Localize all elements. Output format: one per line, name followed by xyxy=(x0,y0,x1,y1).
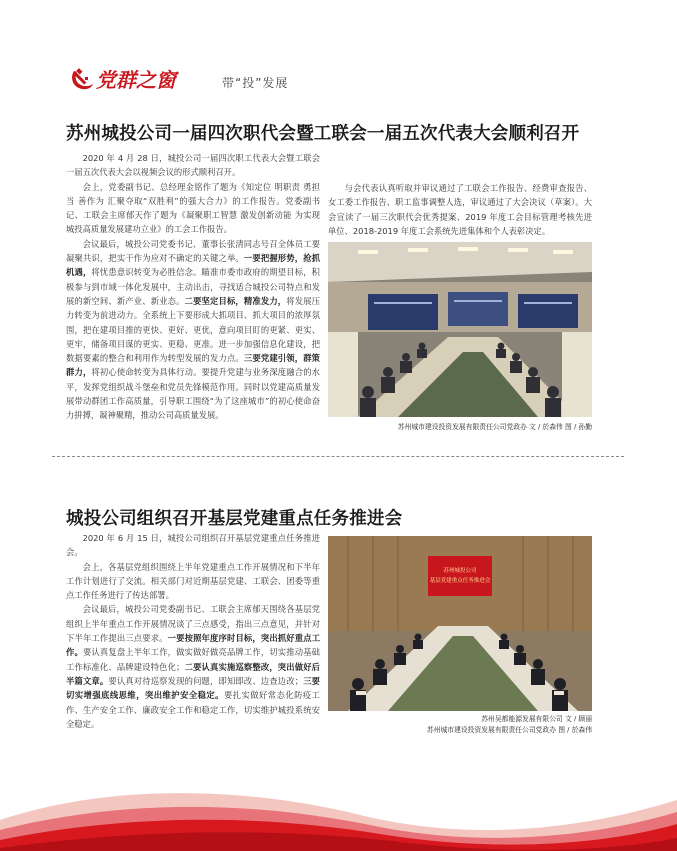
article2-point2: 二要认真实施巡察整改，突出做好后半篇文章。 xyxy=(66,661,320,686)
article2-para3-intro: 会议最后，城投公司党委副书记、工联会主席郁天围绕各基层党组织上半年重点工作开展情况谈了三点感受，指出三点意见，并针对下半年工作提出三点要求。 xyxy=(66,604,320,644)
article1-point1: 一要把握形势，抢抓机遇， xyxy=(66,253,320,278)
article1-column-left xyxy=(66,151,320,423)
article1-para2: 会上，党委副书记、总经理金铭作了题为《知定位 明职责 勇担当 善作为 汇聚夺取“双胜利”的强大合力》的工作报告。党委副书记、工联会主席郁天作了题为《凝聚职工智慧 激发创新动能 为实现城投高质量发展建功立业》的工会工作报告。 xyxy=(66,181,320,235)
article1-point2-text: 将发展压力转变为前进动力。全系统上下要形成大抓项目、抓大项目的浓厚氛围，把在建项目推的更快、更好、更优，意向项目盯的更紧、更实、更牢，储备项目谋的更实、更稳、更准。进一步加强信息化建设，把数据要素的整合和利用作为转型发展的发力点。 xyxy=(66,295,320,364)
screen-text-line1: 苏州城投公司 xyxy=(443,568,477,574)
footer-decoration xyxy=(0,760,677,851)
article2-point3: 三要切实增强底线思维，突出维护安全稳定。 xyxy=(66,675,320,701)
article2-title: 城投公司组织召开基层党建重点任务推进会 xyxy=(66,509,403,529)
article1-meeting-photo xyxy=(328,242,592,417)
logo-text: 党群之窗 xyxy=(96,68,176,92)
article1-para1: 2020 年 4 月 28 日，城投公司一届四次职工代表大会暨工联会一届五次代表大会以视频会议的形式顺利召开。 xyxy=(66,153,320,178)
article1-point3: 三要党建引领，群策群力， xyxy=(66,353,320,378)
article1-para3-intro: 会议最后，城投公司党委书记、董事长张清同志号召全体员工要凝聚共识，把实干作为应对不确定的关键之举。 xyxy=(66,238,320,264)
article1-point1-text: 将忧患意识转变为必胜信念。瞄准市委市政府的期望目标，积极参与到市域一体化发展中，主动出击，寻找适合城投公司特点和发展的新空间、新产业、新业态。 xyxy=(66,267,320,306)
article2-column-left xyxy=(66,531,320,731)
article1-point3-text: 将初心使命转变为具体行动。要提升党建与业务深度融合的水平，发挥党组织战斗堡垒和党员先锋模范作用。同时以党建高质量发展带动群团工作高质量，引导职工围绕“为了这座城市”的初心使命奋力拼搏，凝神聚精，推动公司高质量发展。 xyxy=(66,367,320,421)
hammer-sickle-icon xyxy=(72,68,93,89)
article2-para1: 2020 年 6 月 15 日，城投公司组织召开基层党建重点任务推进会。 xyxy=(66,533,320,558)
article1-column-right xyxy=(328,151,592,238)
article1-para3 xyxy=(66,237,320,423)
article2-para3 xyxy=(66,602,320,731)
column-tag: 带“投”发展 xyxy=(222,76,289,90)
column-logo xyxy=(68,65,210,93)
article2-point1-text: 要认真复盘上半年工作，做实做好做亮品牌工作，切实推动基础工作标准化、品牌建设特色化； xyxy=(66,647,320,672)
article2-meeting-photo xyxy=(328,536,592,711)
article2-point3-text: 要扎实做好常态化防疫工作、生产安全工作、廉政安全工作和稳定工作，切实维护城投系统安全稳定。 xyxy=(66,690,320,729)
article1-photo-caption: 苏州城市建设投资发展有限责任公司党政办 文 / 於森伟 图 / 孙勤 xyxy=(397,423,592,431)
section-divider xyxy=(52,456,624,457)
article2-point1: 一要按照年度序时目标，突出抓好重点工作。 xyxy=(66,633,320,658)
article2-para2: 会上，各基层党组织围绕上半年党建重点工作开展情况和下半年工作计划进行了交流。相关部门对近期基层党建、工联会、团委等重点工作任务进行了传达部署。 xyxy=(66,561,320,601)
article2-caption-line1: 苏州吴都能源发展有限公司 文 / 顾丽 xyxy=(481,715,592,723)
article1-point2: 二要坚定目标，精准发力， xyxy=(184,295,287,306)
article1-title: 苏州城投公司一届四次职代会暨工联会一届五次代表大会顺利召开 xyxy=(66,124,580,144)
screen-text-line2: 基层党建重点任务推进会 xyxy=(429,578,491,584)
article2-point2-text: 要认真对待巡察发现的问题，即知即改、边查边改； xyxy=(108,675,304,686)
article2-caption-line2: 苏州城市建设投资发展有限责任公司党政办 图 / 於森伟 xyxy=(426,726,592,734)
article1-para4: 与会代表认真听取并审议通过了工联会工作报告、经费审查报告、女工委工作报告、职工监事调整人选，审议通过了大会决议（草案）。大会宣读了一届三次职代会优秀提案、2019 年度工会目标管理考核先进单位、2018-2019 年度工会系统先进集体和个人表彰决定。 xyxy=(328,183,592,236)
